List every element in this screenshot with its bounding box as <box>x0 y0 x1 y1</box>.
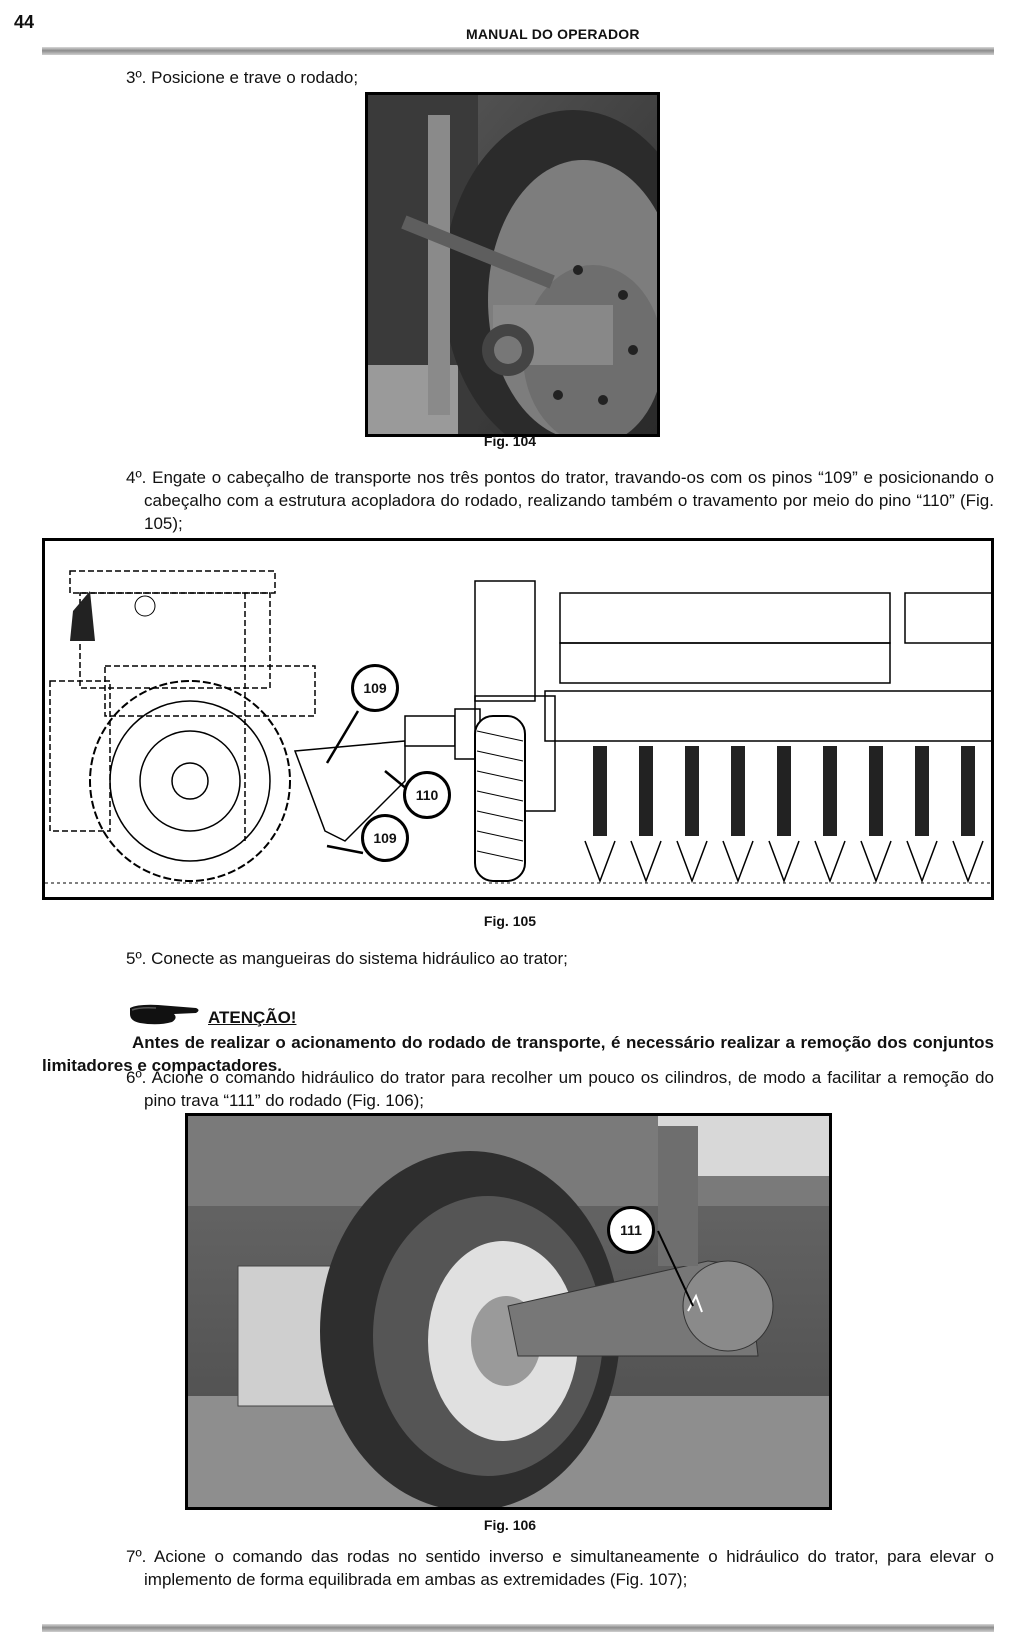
fig-105-drawing <box>42 538 994 900</box>
pointing-hand-icon <box>128 1002 202 1026</box>
step-4-text: 4º. Engate o cabeçalho de transporte nos três pontos do trator, travando-os com os pinos “109” e posicionando o cabeçalho com a estrutura acopladora do rodado, realizando também o travamento por meio do pino “110” (Fig. 105); <box>126 468 994 533</box>
header-rule <box>42 47 994 55</box>
fig-104-caption: Fig. 104 <box>483 433 537 449</box>
footer-rule <box>42 1624 994 1632</box>
step-3-text: 3º. Posicione e trave o rodado; <box>126 68 359 87</box>
warning-text: Antes de realizar o acionamento do rodado de transporte, é necessário realizar a remoção dos conjuntos limitadores e compactadores. <box>42 1033 994 1075</box>
callout-110: 110 <box>403 771 451 819</box>
callout-109-top: 109 <box>351 664 399 712</box>
fig-104-photo <box>365 92 660 437</box>
page-number: 44 <box>14 12 35 32</box>
header-title: MANUAL DO OPERADOR <box>466 26 640 42</box>
step-6-text: 6º. Acione o comando hidráulico do trator para recolher um pouco os cilindros, de modo a facilitar a remoção do pino trava “111” do rodado (Fig. 106); <box>126 1068 994 1110</box>
fig-106-photo <box>185 1113 832 1510</box>
step-5-text: 5º. Conecte as mangueiras do sistema hidráulico ao trator; <box>126 949 568 968</box>
warning-title: ATENÇÃO! <box>208 1008 297 1027</box>
fig-106-caption: Fig. 106 <box>483 1517 537 1533</box>
callout-111: 111 <box>607 1206 655 1254</box>
callout-109-bottom: 109 <box>361 814 409 862</box>
step-7-text: 7º. Acione o comando das rodas no sentido inverso e simultaneamente o hidráulico do trator, para elevar o implemento de forma equilibrada em ambas as extremidades (Fig. 107); <box>126 1547 994 1589</box>
fig-105-caption: Fig. 105 <box>483 913 537 929</box>
